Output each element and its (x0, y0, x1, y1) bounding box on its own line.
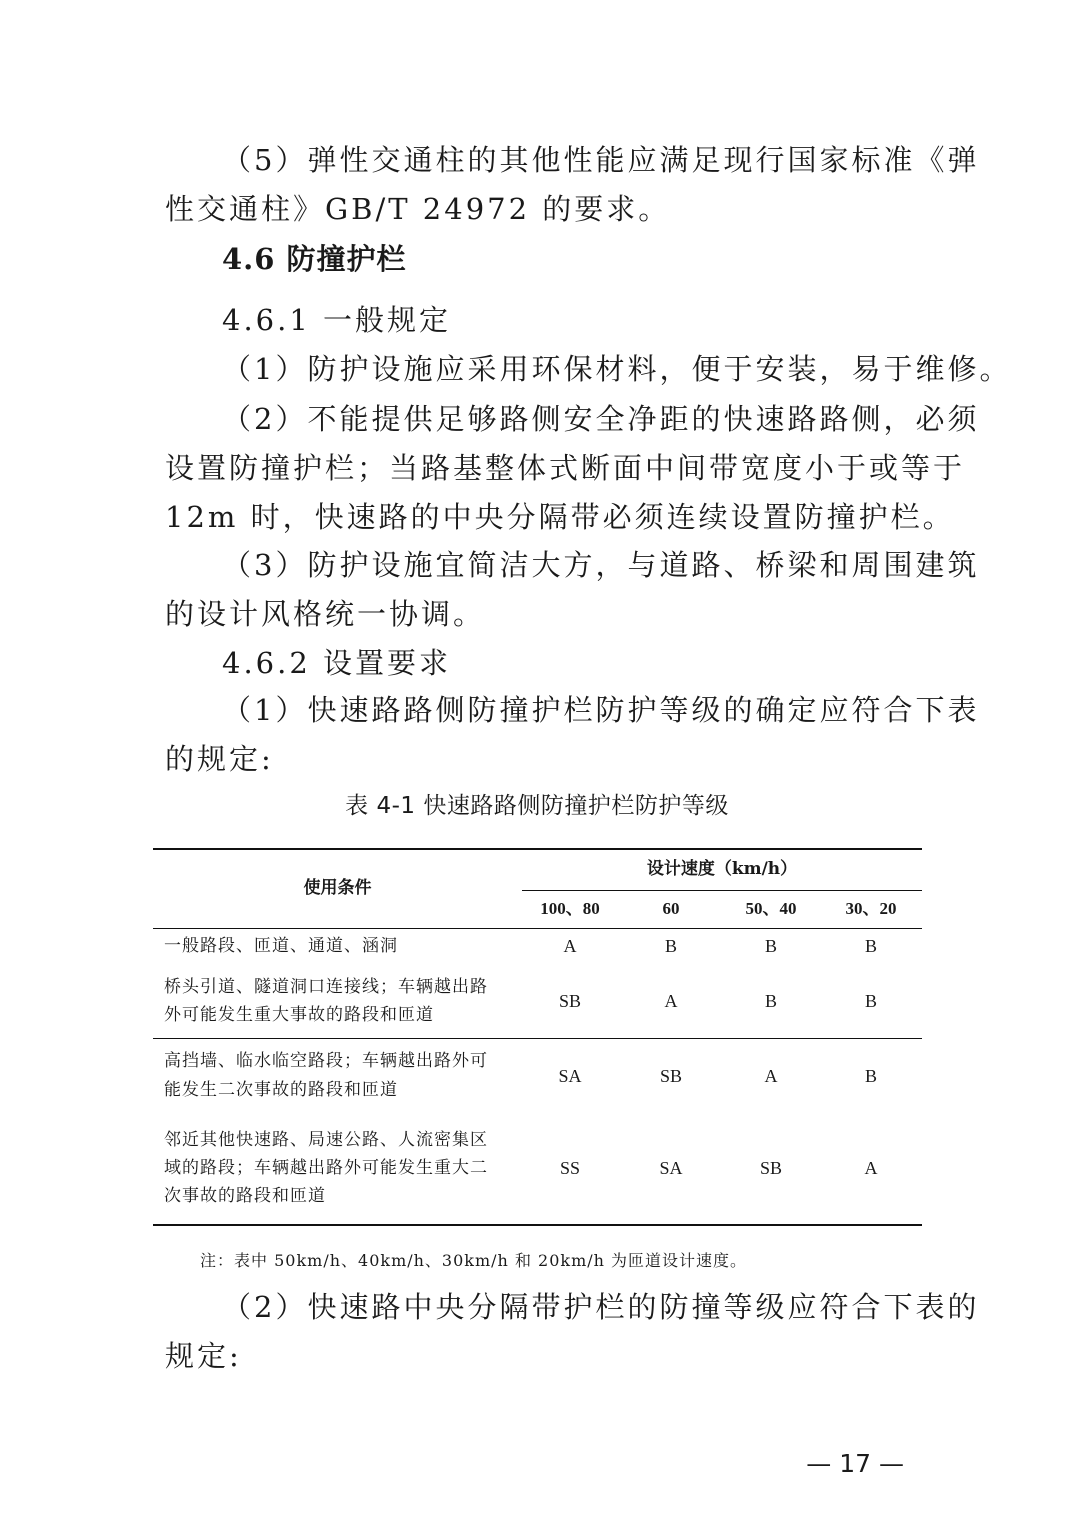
speed-header-rule (522, 890, 922, 891)
table-row-3-value-100-80: SA (558, 1066, 582, 1086)
table-row-4-value-60: SA (659, 1158, 683, 1178)
paragraph-requirement-1-line-2: 的规定: (165, 742, 274, 776)
table-middle-rule (153, 1038, 922, 1039)
table-header-speed: 设计速度（km/h） (646, 859, 798, 879)
paragraph-elastic-post-line-2: 性交通柱》GB/T 24972 的要求。 (165, 192, 671, 226)
paragraph-general-3-line-2: 的设计风格统一协调。 (165, 597, 486, 631)
table-row-1-condition: 一般路段、匝道、通道、涵洞 (164, 936, 398, 956)
table-row-1-value-100-80: A (563, 936, 577, 956)
paragraph-elastic-post-line-1: （5）弹性交通柱的其他性能应满足现行国家标准《弹 (222, 143, 980, 177)
subsection-heading-4-6-1: 4.6.1 一般规定 (222, 303, 452, 337)
table-row-1-value-60: B (664, 936, 677, 956)
table-note: 注：表中 50km/h、40km/h、30km/h 和 20km/h 为匝道设计速度。 (200, 1251, 748, 1270)
table-row-4-condition-line-1: 邻近其他快速路、局速公路、人流密集区 (164, 1130, 488, 1150)
speed-header-100-80: 100、80 (540, 899, 600, 918)
speed-header-60: 60 (662, 899, 680, 918)
subsection-heading-4-6-2: 4.6.2 设置要求 (222, 646, 452, 680)
section-heading-4-6: 4.6 防撞护栏 (222, 242, 407, 276)
table-row-3-value-50-40: A (764, 1066, 778, 1086)
table-header-bottom-rule (153, 928, 922, 929)
table-top-rule (153, 848, 922, 850)
paragraph-median-barrier-line-2: 规定: (165, 1339, 242, 1373)
speed-header-50-40: 50、40 (745, 899, 797, 918)
paragraph-general-2-line-2: 设置防撞护栏；当路基整体式断面中间带宽度小于或等于 (165, 451, 966, 485)
table-row-3-condition-line-1: 高挡墙、临水临空路段；车辆越出路外可 (164, 1051, 488, 1071)
paragraph-general-3-line-1: （3）防护设施宜简洁大方，与道路、桥梁和周围建筑 (222, 548, 980, 582)
table-row-2-value-60: A (664, 991, 678, 1011)
table-row-3-value-60: SB (659, 1066, 683, 1086)
table-row-4-condition-line-2: 域的路段；车辆越出路外可能发生重大二 (164, 1158, 488, 1178)
table-row-2-condition-line-1: 桥头引道、隧道洞口连接线；车辆越出路 (164, 977, 488, 997)
table-row-4-value-50-40: SB (759, 1158, 783, 1178)
table-row-2-value-100-80: SB (558, 991, 582, 1011)
table-title: 表 4-1 快速路路侧防撞护栏防护等级 (345, 793, 729, 819)
table-bottom-rule (153, 1224, 922, 1226)
table-row-2-value-30-20: B (864, 991, 877, 1011)
table-row-4-value-100-80: SS (559, 1158, 581, 1178)
table-row-1-value-30-20: B (864, 936, 877, 956)
table-row-2-value-50-40: B (764, 991, 777, 1011)
paragraph-general-1: （1）防护设施应采用环保材料，便于安装，易于维修。 (222, 352, 1012, 386)
paragraph-requirement-1-line-1: （1）快速路路侧防撞护栏防护等级的确定应符合下表 (222, 693, 980, 727)
table-row-4-value-30-20: A (864, 1158, 878, 1178)
table-row-1-value-50-40: B (764, 936, 777, 956)
table-header-condition: 使用条件 (303, 878, 372, 898)
table-row-4-condition-line-3: 次事故的路段和匝道 (164, 1186, 326, 1206)
paragraph-general-2-line-3: 12m 时，快速路的中央分隔带必须连续设置防撞护栏。 (165, 500, 955, 534)
speed-header-30-20: 30、20 (845, 899, 897, 918)
paragraph-general-2-line-1: （2）不能提供足够路侧安全净距的快速路路侧，必须 (222, 402, 980, 436)
table-row-2-condition-line-2: 外可能发生重大事故的路段和匝道 (164, 1005, 434, 1025)
page-number: — 17 — (806, 1449, 904, 1478)
table-row-3-condition-line-2: 能发生二次事故的路段和匝道 (164, 1080, 398, 1100)
table-row-3-value-30-20: B (864, 1066, 877, 1086)
paragraph-median-barrier-line-1: （2）快速路中央分隔带护栏的防撞等级应符合下表的 (222, 1290, 980, 1324)
